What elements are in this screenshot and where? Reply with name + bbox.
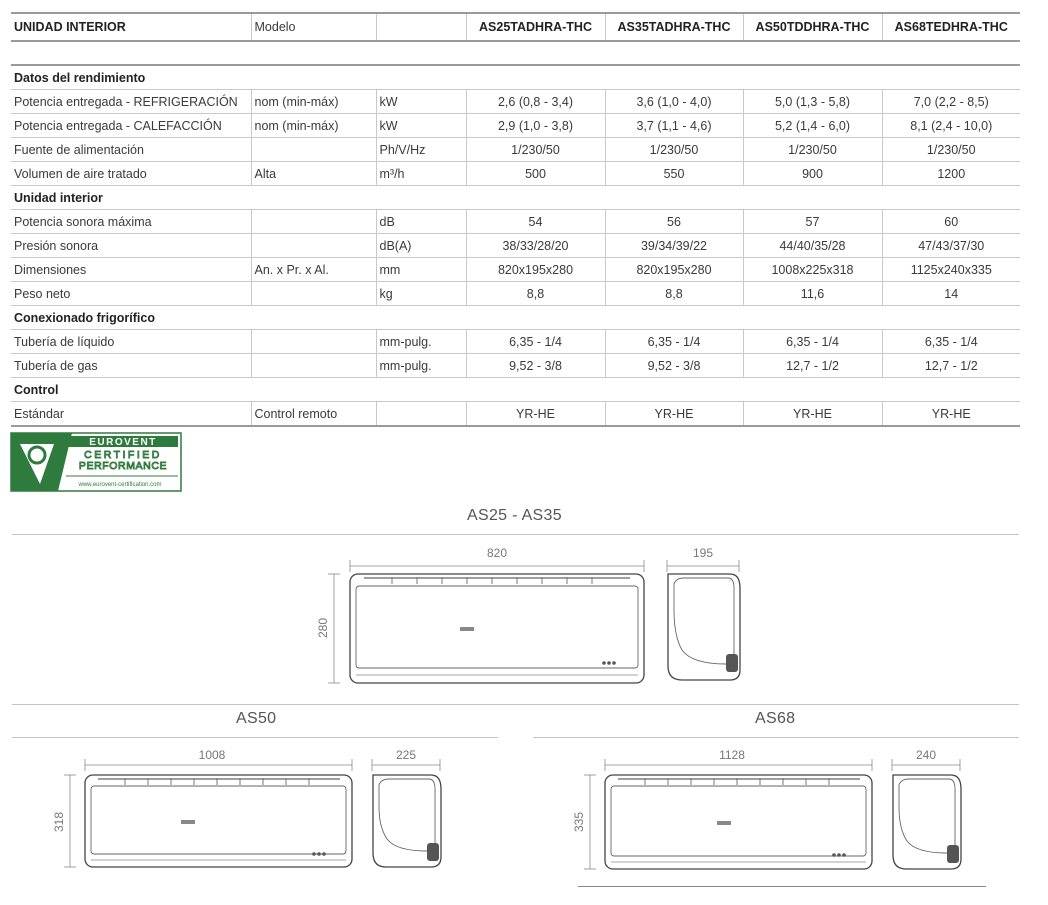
- model-name: AS68TEDHRA-THC: [882, 13, 1020, 41]
- row-unit: m³/h: [376, 162, 466, 186]
- dim-height: 335: [572, 811, 586, 833]
- cell-value: 1/230/50: [605, 138, 743, 162]
- cell-value: 900: [743, 162, 882, 186]
- dim-width: 820: [486, 546, 508, 560]
- cell-value: 57: [743, 210, 882, 234]
- row-label: Peso neto: [11, 282, 251, 306]
- cell-value: 2,6 (0,8 - 3,4): [466, 90, 605, 114]
- table-row: [11, 138, 1020, 162]
- row-unit: kg: [376, 282, 466, 306]
- cell-value: 1/230/50: [466, 138, 605, 162]
- cell-value: 44/40/35/28: [743, 234, 882, 258]
- row-condition: nom (min-máx): [251, 90, 376, 114]
- drawing-as50: [50, 745, 450, 880]
- section-row: [11, 186, 1020, 210]
- cell-value: 8,8: [605, 282, 743, 306]
- cell-value: 1125x240x335: [882, 258, 1020, 282]
- spacer-row: [11, 41, 1020, 65]
- drawing-divider: [533, 737, 1019, 738]
- drawing-as68: [570, 745, 990, 880]
- cell-value: 820x195x280: [605, 258, 743, 282]
- table-row: [11, 354, 1020, 378]
- row-condition: [251, 282, 376, 306]
- model-name: AS25TADHRA-THC: [466, 13, 605, 41]
- cell-value: 39/34/39/22: [605, 234, 743, 258]
- section-title: Control: [11, 378, 1020, 402]
- cell-value: 3,7 (1,1 - 4,6): [605, 114, 743, 138]
- section-title: Unidad interior: [11, 186, 1020, 210]
- logo-text-eurovent: EUROVENT: [89, 437, 157, 448]
- dim-height: 318: [52, 811, 66, 833]
- table-header-row: [11, 13, 1020, 41]
- logo-text-certified: CERTIFIED: [84, 449, 162, 461]
- drawing-divider: [12, 704, 1019, 705]
- cell-value: 2,9 (1,0 - 3,8): [466, 114, 605, 138]
- unit-front: [85, 775, 352, 867]
- row-condition: [251, 210, 376, 234]
- row-label: Fuente de alimentación: [11, 138, 251, 162]
- row-condition: [251, 354, 376, 378]
- row-condition: Alta: [251, 162, 376, 186]
- table-row: [11, 90, 1020, 114]
- cell-value: 47/43/37/30: [882, 234, 1020, 258]
- row-label: Tubería de líquido: [11, 330, 251, 354]
- model-label: Modelo: [251, 13, 376, 41]
- cell-value: 6,35 - 1/4: [466, 330, 605, 354]
- cell-value: YR-HE: [882, 402, 1020, 427]
- cell-value: 6,35 - 1/4: [882, 330, 1020, 354]
- spec-table: [11, 12, 1020, 427]
- table-title: UNIDAD INTERIOR: [11, 13, 251, 41]
- table-row: [11, 282, 1020, 306]
- cell-value: 7,0 (2,2 - 8,5): [882, 90, 1020, 114]
- drawing-divider: [12, 737, 498, 738]
- cell-value: 1/230/50: [882, 138, 1020, 162]
- brand-mark: [717, 821, 731, 825]
- cell-value: 9,52 - 3/8: [466, 354, 605, 378]
- row-condition: Control remoto: [251, 402, 376, 427]
- model-name: AS35TADHRA-THC: [605, 13, 743, 41]
- row-unit: dB(A): [376, 234, 466, 258]
- cell-value: 820x195x280: [466, 258, 605, 282]
- cell-value: 11,6: [743, 282, 882, 306]
- model-name: AS50TDDHRA-THC: [743, 13, 882, 41]
- row-unit: mm-pulg.: [376, 330, 466, 354]
- row-label: Potencia sonora máxima: [11, 210, 251, 234]
- row-unit: [376, 402, 466, 427]
- cell-value: 9,52 - 3/8: [605, 354, 743, 378]
- brand-mark: [181, 820, 195, 824]
- table-row: [11, 234, 1020, 258]
- dim-depth: 195: [692, 546, 714, 560]
- row-label: Potencia entregada - REFRIGERACIÓN: [11, 90, 251, 114]
- row-label: Estándar: [11, 402, 251, 427]
- drawing-as25: [312, 540, 752, 690]
- table-row: [11, 210, 1020, 234]
- row-condition: nom (min-máx): [251, 114, 376, 138]
- drawing-divider: [12, 534, 1019, 535]
- section-title: Conexionado frigorífico: [11, 306, 1020, 330]
- drawing-title-as25: AS25 - AS35: [467, 507, 562, 524]
- section-row: [11, 306, 1020, 330]
- cell-value: 5,0 (1,3 - 5,8): [743, 90, 882, 114]
- row-condition: [251, 234, 376, 258]
- cell-value: 12,7 - 1/2: [743, 354, 882, 378]
- row-unit: mm: [376, 258, 466, 282]
- row-unit: kW: [376, 114, 466, 138]
- section-row: [11, 378, 1020, 402]
- table-row: [11, 114, 1020, 138]
- cell-value: 8,1 (2,4 - 10,0): [882, 114, 1020, 138]
- logo-text-performance: PERFORMANCE: [78, 460, 168, 472]
- cell-value: 1200: [882, 162, 1020, 186]
- dim-width: 1128: [719, 748, 745, 762]
- cell-value: 14: [882, 282, 1020, 306]
- row-label: Potencia entregada - CALEFACCIÓN: [11, 114, 251, 138]
- cell-value: 60: [882, 210, 1020, 234]
- cell-value: YR-HE: [743, 402, 882, 427]
- table-row: [11, 402, 1020, 427]
- cell-value: 1/230/50: [743, 138, 882, 162]
- cell-value: 12,7 - 1/2: [882, 354, 1020, 378]
- row-unit: mm-pulg.: [376, 354, 466, 378]
- cell-value: YR-HE: [466, 402, 605, 427]
- dim-width: 1008: [198, 748, 226, 762]
- unit-front: [605, 775, 872, 869]
- cell-value: 54: [466, 210, 605, 234]
- table-row: [11, 258, 1020, 282]
- cell-value: 1008x225x318: [743, 258, 882, 282]
- row-unit: kW: [376, 90, 466, 114]
- section-title: Datos del rendimiento: [11, 65, 1020, 90]
- logo-url: www.eurovent-certification.com: [78, 482, 162, 488]
- dim-height: 280: [316, 617, 330, 639]
- cell-value: 550: [605, 162, 743, 186]
- unit-front: [350, 574, 644, 683]
- section-row: [11, 65, 1020, 90]
- cell-value: 500: [466, 162, 605, 186]
- row-label: Dimensiones: [11, 258, 251, 282]
- table-row: [11, 162, 1020, 186]
- dim-depth: 240: [915, 748, 937, 762]
- brand-mark: [460, 627, 474, 631]
- row-condition: [251, 138, 376, 162]
- cell-value: 38/33/28/20: [466, 234, 605, 258]
- cell-value: 56: [605, 210, 743, 234]
- row-label: Tubería de gas: [11, 354, 251, 378]
- cell-value: YR-HE: [605, 402, 743, 427]
- cell-value: 8,8: [466, 282, 605, 306]
- row-label: Presión sonora: [11, 234, 251, 258]
- base-line: [578, 886, 986, 887]
- cell-value: 6,35 - 1/4: [743, 330, 882, 354]
- row-label: Volumen de aire tratado: [11, 162, 251, 186]
- cell-value: 5,2 (1,4 - 6,0): [743, 114, 882, 138]
- row-condition: [251, 330, 376, 354]
- cell-value: 3,6 (1,0 - 4,0): [605, 90, 743, 114]
- drawing-title-as68: AS68: [755, 710, 796, 727]
- drawing-title-as50: AS50: [236, 710, 277, 727]
- cell-value: 6,35 - 1/4: [605, 330, 743, 354]
- row-unit: Ph/V/Hz: [376, 138, 466, 162]
- row-unit: dB: [376, 210, 466, 234]
- eurovent-logo: [10, 432, 182, 492]
- dim-depth: 225: [395, 748, 417, 762]
- row-condition: An. x Pr. x Al.: [251, 258, 376, 282]
- table-row: [11, 330, 1020, 354]
